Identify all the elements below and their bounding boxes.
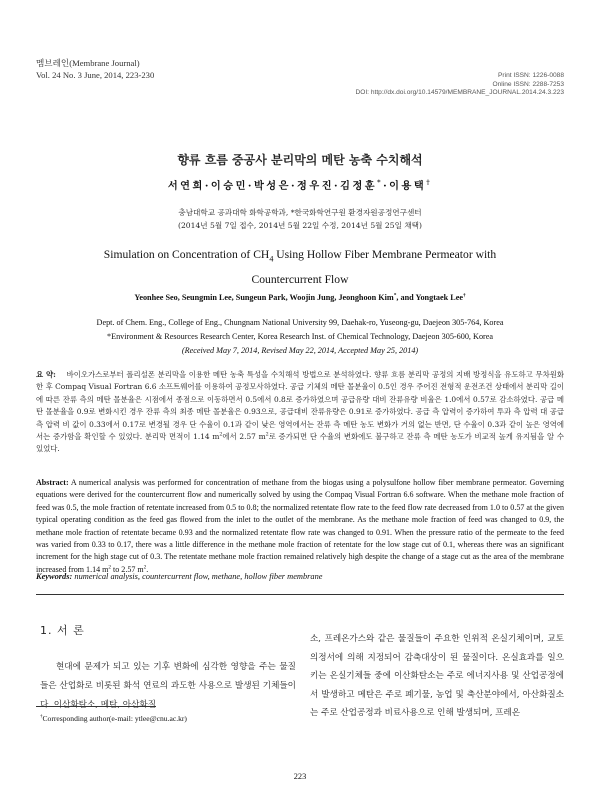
doi-link[interactable]: DOI: http://dx.doi.org/10.14579/MEMBRANE_JOURNAL.2014.24.3.223 — [355, 89, 564, 97]
korean-title: 향류 흐름 중공사 분리막의 메탄 농축 수치해석 — [177, 153, 423, 167]
page-number: 223 — [293, 772, 307, 781]
footnote-divider — [36, 706, 156, 707]
keywords-label: Keywords: — [36, 572, 73, 581]
english-affiliation-1: Dept. of Chem. Eng., College of Eng., Chungnam National University 99, Daehak-ro, Yuseong-gu, Daejeon 305-764, Korea — [96, 318, 504, 327]
english-title-line1: Simulation on Concentration of $CH_4$ Using Hollow Fiber Membrane Permeator with — [103, 248, 497, 264]
korean-author-last: ·이용택 — [383, 180, 427, 192]
english-title-line2: Countercurrent Flow — [251, 273, 349, 287]
english-abstract-label: Abstract: — [36, 478, 69, 487]
print-issn: Print ISSN: 1226-0088 — [498, 72, 564, 79]
english-corresponding-dagger: † — [462, 292, 466, 299]
body-column-right: 소, 프레온가스와 같은 물질들이 주요한 인위적 온실기체이며, 교토의정서에 의해 지정되어 감축대상이 된 물질이다. 온실효과를 일으키는 온실기체들 중에 이산화탄소는 주로 에너지사용 및 산업공정에서 발생하고 메탄은 주로 폐기물, 농업 및 축산분야에서, 아산화질소는 주로 산업공정과 비료사용으로 인해 발생되며, 프레온 — [310, 634, 564, 718]
online-issn: Online ISSN: 2288-7253 — [492, 80, 564, 88]
journal-header — [36, 57, 154, 81]
volume-info: Vol. 24 No. 3 June, 2014, 223-230 — [36, 70, 155, 80]
issn-block — [355, 72, 564, 98]
korean-authors — [0, 177, 600, 192]
corresponding-dagger: † — [426, 178, 433, 187]
english-affiliation-2: *Environment & Resources Research Center, Korea Research Inst. of Chemical Technology, Daejeon 305-600, Korea — [106, 331, 494, 341]
footnote — [40, 714, 187, 723]
section-heading: 1. 서 론 — [40, 624, 85, 637]
footnote-text: Corresponding author(e-mail: ytlee@cnu.ac.kr) — [42, 714, 187, 723]
body-column-left: 현대에 문제가 되고 있는 기후 변화에 심각한 영향을 주는 물질들은 산업화로 비롯된 화석 연료의 과도한 사용으로 발생된 기체들이다. 이산화탄소, 메탄, 아산화질 — [40, 662, 296, 710]
english-authors: Yeonhee Seo, Seungmin Lee, Sungeun Park, Woojin Jung, Jeonghoon Kim*, and Yongtaek Lee† — [134, 292, 466, 302]
korean-author-mark: * — [377, 178, 384, 187]
korean-abstract: 요 약: 바이오가스로부터 폴리설폰 분리막을 이용한 메탄 농축 특성을 수치해석 방법으로 분석하였다. 향류 흐름 분리막 공정의 지배 방정식을 유도하고 무차원화 한 후 Compaq Visual Fortran 6.6 소프트웨어를 이용하여 공정모사하였다. 공급 기체의 메탄 몰분율이 0.5인 경우 주어진 전형적 운전조건 상태에서 분리막 길이에 따른 잔류 측의 메탄 몰분율은 시점에서 종점으로 이동하면서 0.5에서 0.8로 증가하였으며 공급유량 대비 잔류유량 비율은 1.0에서 0.57로 감소하였다. 공급 메탄 몰분율을 0.9로 변화시킨 경우 잔류 측의 최종 메탄 몰분율은 0.93으로, 공급대비 잔류유량은 0.91로 증가하였다. 공급 측 압력이 증가하여 투과 측 압력 대 공급 측 압력 비 값이 0.33에서 0.17로 변경될 경우 단 수율이 0.1과 같이 낮은 영역에서는 잔류 측 메탄 농도 변화가 거의 없는 반면, 단 수율이 0.3과 같이 높은 영역에서는 증가함을 확인할 수 있었다. 분리막 면적이 1.14 $m^2$에서 2.57 $m^2$로 증가되면 단 수율의 변화에도 불구하고 잔류 측 메탄 농도가 비교적 높게 유지됨을 알 수 있었다. — [36, 370, 564, 454]
korean-affiliation-block — [0, 206, 600, 232]
english-affiliation-block — [0, 316, 600, 357]
english-dates: (Received May 7, 2014, Revised May 22, 2014, Accepted May 25, 2014) — [181, 345, 419, 355]
footnote-dagger: † — [40, 714, 43, 720]
journal-name: 멤브레인(Membrane Journal) — [36, 58, 140, 68]
korean-affiliation: 충남대학교 공과대학 화학공학과, *한국화학연구원 환경자원공정연구센터 — [178, 208, 422, 217]
ch4-subscript: 4 — [269, 254, 274, 264]
korean-dates: (2014년 5월 7일 접수, 2014년 5월 22일 수정, 2014년 5월 25일 채택) — [178, 221, 422, 230]
english-author-mark: * — [393, 292, 397, 299]
section-divider — [36, 594, 564, 595]
english-title — [0, 244, 600, 290]
keywords-text: numerical analysis, countercurrent flow, methane, hollow fiber membrane — [72, 572, 323, 581]
korean-abstract-label: 요 약: — [36, 370, 56, 379]
english-abstract: Abstract: A numerical analysis was performed for concentration of methane from the biogas using a polysulfone hollow fiber membrane permeator. Governing equations were derived for the countercurrent flow and numerically solved by using the Compaq Visual Fortran 6.6 software. When the methane mole fraction of feed was 0.5, the mole fraction of retentate increased from 0.5 to 0.8; the normalized retentate flow rate to the feed flow rate decreased from 1.0 to 0.57 at the given typical operating condition as the feed gas flowed from the inlet to the outlet of the membrane. As the methane mole fraction of feed was changed to 0.9, the methane mole fraction of retentate became 0.93 and the normalized retentate flow rate was changed to 0.91. When the pressure ratio of the permeate to the feed was varied from 0.33 to 0.17, there was a little difference in the methane mole fraction of retentate for the low stage cut of 0.1, whereas there was an significant increment for the high stage cut of 0.3. The retentate methane mole fraction remained relatively high despite the change of a stage cut as the area of the membrane increased from 1.14 $m^2$ to 2.57 $m^2$. — [36, 478, 564, 574]
keywords — [36, 572, 323, 581]
korean-authors-main: 서연희·이승민·박성은·정우진·김정훈 — [167, 180, 378, 192]
